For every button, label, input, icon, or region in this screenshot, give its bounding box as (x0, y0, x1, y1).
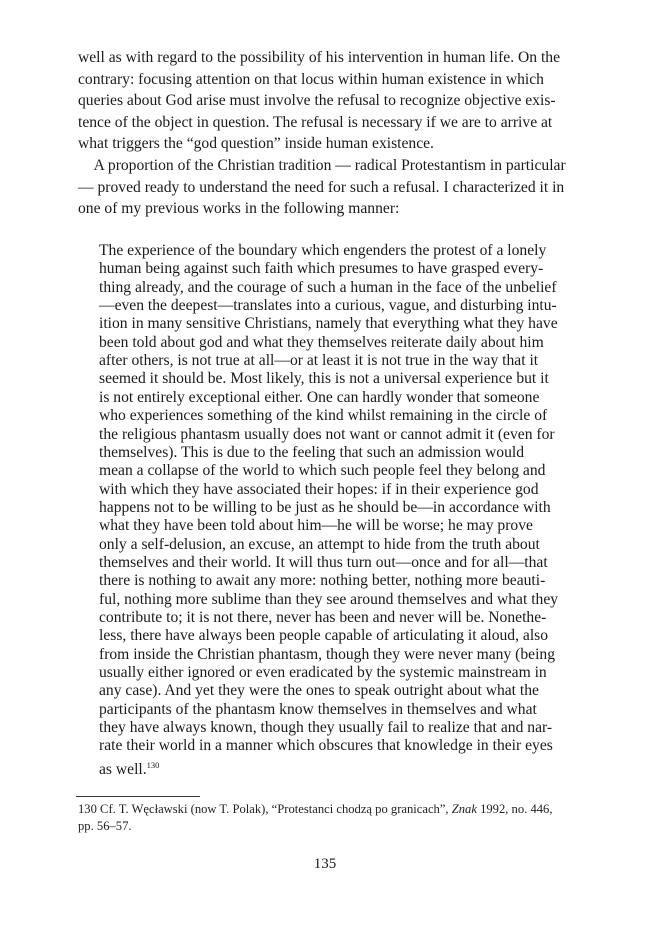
page-number: 135 (313, 856, 337, 872)
quote-line (99, 278, 557, 298)
quote-line (99, 314, 558, 334)
quote-line (99, 755, 159, 780)
quote-line-text: The experience of the boundary which engenders the protest of a lonely (99, 242, 547, 259)
quote-line-text: participants of the phantasm know themselves in themselves and what (99, 700, 537, 718)
quote-line (99, 736, 553, 756)
quote-line (99, 369, 549, 389)
quote-line (99, 700, 537, 720)
quote-line (99, 333, 544, 353)
quote-line (99, 351, 538, 371)
quote-line-text: been told about god and what they themselves reiterate daily about him (99, 333, 544, 351)
footnote-line-1 (78, 801, 552, 817)
body-line: tence of the object in question. The refusal is necessary if we are to arrive at (78, 113, 553, 131)
quote-line (99, 259, 543, 279)
footnote-reference: 130 (146, 759, 160, 770)
quote-line-text: any case). And yet they were the ones to speak outright about what the (99, 682, 539, 700)
quote-line-text: after others, is not true at all—or at least it is not true in the way that it (99, 352, 539, 370)
quote-line-text: thing already, and the courage of such a human in the face of the unbelief (99, 278, 557, 296)
quote-line (99, 535, 540, 555)
quote-line-text: themselves and their world. It will thus turn out—once and for all—that (99, 553, 548, 571)
quote-line-text: is not entirely exceptional either. One can hardly wonder that someone (99, 388, 540, 406)
quote-line (99, 590, 558, 610)
body-line: A proportion of the Christian tradition — radical Protestantism in particular (78, 157, 566, 174)
quote-line-text: as well. (99, 760, 147, 778)
footnote-number: 130 (78, 802, 97, 816)
quote-line (99, 425, 555, 445)
footnote-journal: Znak (451, 802, 477, 816)
quote-line-text: what they have been told about him—he will be worse; he may prove (99, 517, 533, 535)
quote-line-text: there is nothing to await any more: nothing better, nothing more beauti- (99, 572, 546, 590)
quote-line (99, 681, 539, 701)
quote-line-text: usually either ignored or even eradicated by the systemic mainstream in (99, 664, 547, 682)
quote-line-text: happens not to be willing to be just as he should be—in accordance with (99, 498, 551, 516)
footnote-text: Cf. T. Węcławski (now T. Polak), “Protestanci chodzą po granicach”, (96, 802, 452, 816)
quote-line (99, 498, 551, 518)
quote-line (99, 241, 546, 261)
quote-line (99, 480, 539, 500)
quote-line (99, 388, 539, 408)
quote-line (99, 461, 545, 481)
quote-line (99, 571, 545, 591)
body-line: — proved ready to understand the need for such a refusal. I characterized it in (78, 178, 565, 196)
quote-line-text: the religious phantasm usually does not want or cannot admit it (even for (99, 425, 555, 443)
quote-line-text: only a self-delusion, an excuse, an attempt to hide from the truth about (99, 535, 540, 553)
quote-line (99, 663, 547, 683)
quote-line-text: with which they have associated their hopes: if in their experience god (99, 480, 539, 498)
body-line: one of my previous works in the following manner: (78, 200, 400, 218)
quote-line-text: seemed it should be. Most likely, this is not a universal experience but it (99, 370, 549, 388)
quote-line-text: human being against such faith which presumes to have grasped every- (99, 260, 544, 278)
quote-line (99, 608, 546, 628)
body-line: queries about God arise must involve the refusal to recognize objective exis- (78, 92, 556, 110)
quote-line-text: mean a collapse of the world to which such people feel they belong and (99, 462, 546, 480)
quote-line-text: less, there have always been people capable of articulating it aloud, also (99, 627, 549, 645)
quote-line (99, 626, 548, 646)
body-line: what triggers the “god question” inside human existence. (78, 135, 434, 153)
quote-line-text: from inside the Christian phantasm, though they were never many (being (99, 645, 556, 663)
quote-line (99, 443, 524, 463)
quote-line-text: who experiences something of the kind whilst remaining in the circle of (99, 407, 548, 425)
quote-line-text: ful, nothing more sublime than they see around themselves and what they (99, 590, 559, 608)
quote-line (99, 516, 533, 536)
quote-line (99, 645, 555, 665)
quote-line (99, 406, 547, 426)
footnote-rule (76, 796, 200, 797)
quote-line-text: ition in many sensitive Christians, namely that everything what they have (99, 315, 558, 333)
body-line: contrary: focusing attention on that locus within human existence in which (78, 70, 544, 88)
quote-line-text: rate their world in a manner which obscures that knowledge in their eyes (99, 737, 553, 755)
quote-line-text: contribute to; it is not there, never has been and never will be. Nonethe- (99, 609, 547, 626)
quote-line-text: themselves). This is due to the feeling that such an admission would (99, 443, 525, 461)
quote-line (99, 296, 557, 316)
footnote-line-2: pp. 56–57. (78, 819, 132, 833)
quote-line (99, 718, 552, 738)
body-line: well as with regard to the possibility of his intervention in human life. On the (78, 49, 561, 66)
quote-line (99, 553, 548, 573)
footnote-text-end: 1992, no. 446, (476, 802, 553, 816)
quote-line-text: —even the deepest—translates into a curious, vague, and disturbing intu- (99, 297, 557, 315)
quote-line-text: they have always known, though they usually fail to realize that and nar- (99, 719, 553, 737)
